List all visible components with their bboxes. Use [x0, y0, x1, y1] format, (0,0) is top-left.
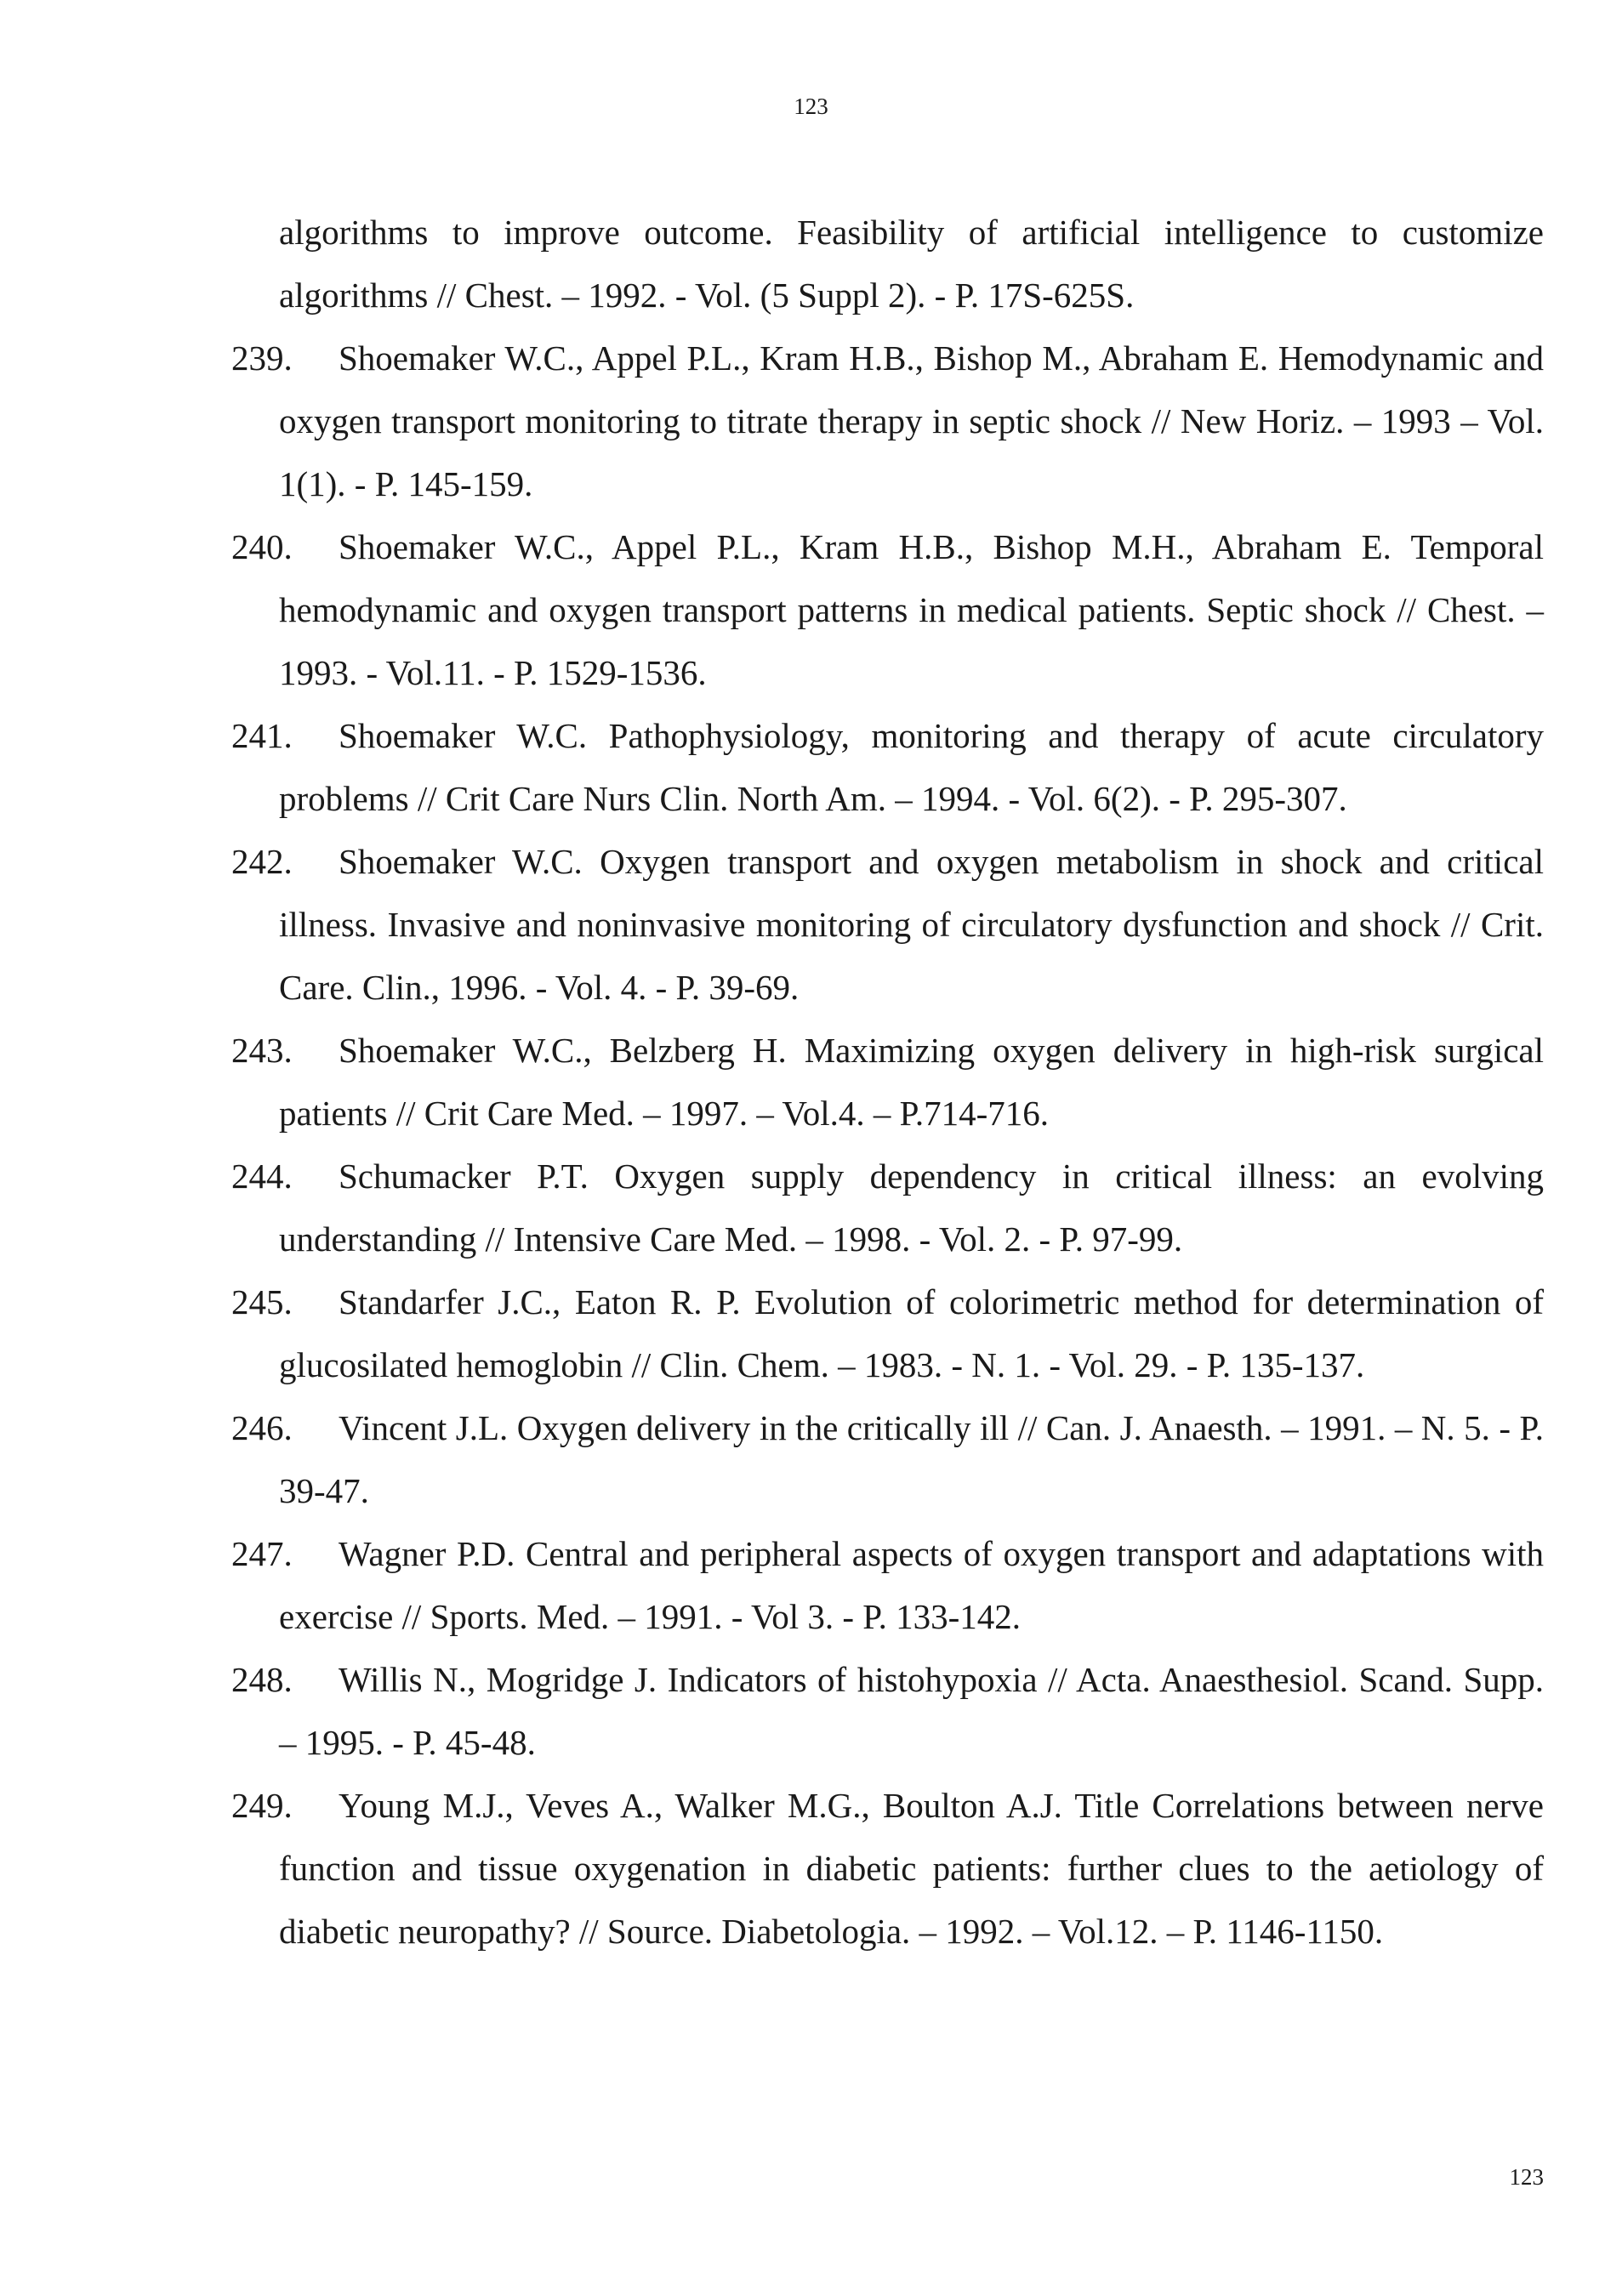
reference-item-246: [231, 1396, 1544, 1522]
reference-item-244: [231, 1145, 1544, 1270]
reference-item-243: [231, 1019, 1544, 1145]
reference-number: 249.: [231, 1786, 293, 1825]
reference-item-248: [231, 1648, 1544, 1774]
reference-item-249: [231, 1774, 1544, 1963]
reference-number: 244.: [231, 1157, 293, 1196]
reference-number: 241.: [231, 716, 293, 755]
reference-item-240: [231, 515, 1544, 704]
reference-item-242: [231, 830, 1544, 1019]
reference-text: Willis N., Mogridge J. Indicators of histohypoxia // Acta. Anaesthesiol. Scand. Supp. – 1995. - P. 45-48.: [279, 1660, 1544, 1762]
reference-number: 242.: [231, 842, 293, 881]
reference-item-241: [231, 704, 1544, 830]
page-number-bottom: 123: [1509, 2164, 1544, 2190]
reference-text: Young M.J., Veves A., Walker M.G., Boulton A.J. Title Correlations between nerve function and tissue oxygenation in diabetic patients: further clues to the aetiology of diabetic neuropathy? // Source. Diabetologia. – 1992. – Vol.12. – P. 1146-1150.: [279, 1786, 1544, 1951]
reference-number: 246.: [231, 1408, 293, 1447]
reference-list: [231, 201, 1544, 1963]
reference-text: Shoemaker W.C., Appel P.L., Kram H.B., Bishop M., Abraham E. Hemodynamic and oxygen transport monitoring to titrate therapy in septic shock // New Horiz. – 1993 – Vol. 1(1). - P. 145-159.: [279, 338, 1544, 503]
reference-item-245: [231, 1270, 1544, 1396]
reference-text: Shoemaker W.C. Oxygen transport and oxygen metabolism in shock and critical illness. Invasive and noninvasive monitoring of circulatory dysfunction and shock // Crit. Care. Clin., 1996. - Vol. 4. - P. 39-69.: [279, 842, 1544, 1007]
reference-number: 243.: [231, 1031, 293, 1070]
reference-item-continued: [231, 201, 1544, 327]
reference-item-239: [231, 327, 1544, 515]
reference-number: 248.: [231, 1660, 293, 1699]
page-number-top: 123: [794, 94, 828, 119]
reference-text: Standarfer J.C., Eaton R. P. Evolution of colorimetric method for determination of glucosilated hemoglobin // Clin. Chem. – 1983. - N. 1. - Vol. 29. - P. 135-137.: [279, 1282, 1544, 1384]
reference-text: Shoemaker W.C., Appel P.L., Kram H.B., Bishop M.H., Abraham E. Temporal hemodynamic and oxygen transport patterns in medical patients. Septic shock // Chest. – 1993. - Vol.11. - P. 1529-1536.: [279, 527, 1544, 692]
reference-number: 240.: [231, 527, 293, 566]
reference-text: algorithms to improve outcome. Feasibility of artificial intelligence to customize algorithms // Chest. – 1992. - Vol. (5 Suppl 2). - P. 17S-625S.: [279, 213, 1544, 315]
reference-text: Shoemaker W.C., Belzberg H. Maximizing oxygen delivery in high-risk surgical patients // Crit Care Med. – 1997. – Vol.4. – P.714-716.: [279, 1031, 1544, 1133]
reference-list-container: [231, 201, 1544, 1963]
reference-text: Wagner P.D. Central and peripheral aspects of oxygen transport and adaptations with exercise // Sports. Med. – 1991. - Vol 3. - P. 133-142.: [279, 1534, 1544, 1636]
reference-text: Schumacker P.T. Oxygen supply dependency in critical illness: an evolving understanding // Intensive Care Med. – 1998. - Vol. 2. - P. 97-99.: [279, 1157, 1544, 1259]
reference-text: Shoemaker W.C. Pathophysiology, monitoring and therapy of acute circulatory problems // Crit Care Nurs Clin. North Am. – 1994. - Vol. 6(2). - P. 295-307.: [279, 716, 1544, 818]
reference-number: 245.: [231, 1282, 293, 1321]
reference-number: 247.: [231, 1534, 293, 1573]
reference-number: 239.: [231, 338, 293, 378]
reference-text: Vincent J.L. Oxygen delivery in the critically ill // Can. J. Anaesth. – 1991. – N. 5. - P. 39-47.: [279, 1408, 1544, 1510]
reference-item-247: [231, 1522, 1544, 1648]
